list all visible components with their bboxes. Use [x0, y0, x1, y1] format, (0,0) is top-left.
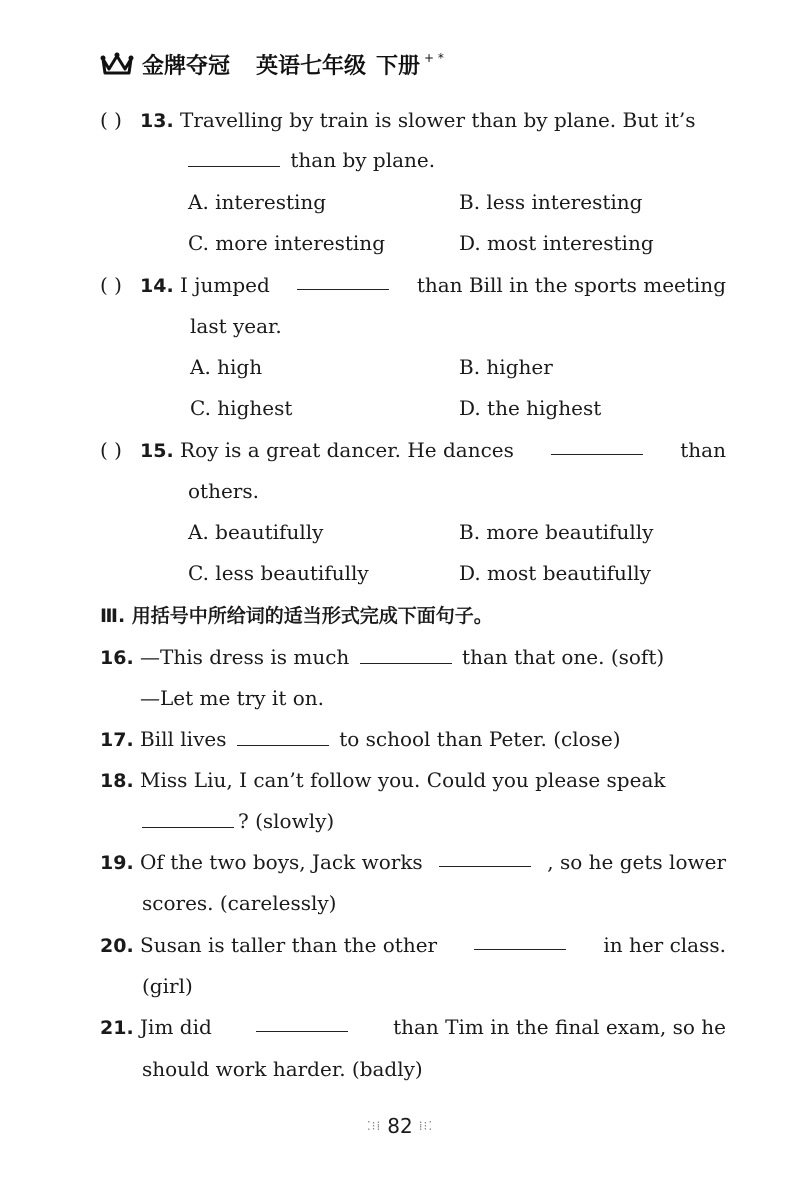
question-16-line2: —Let me try it on. — [140, 686, 324, 710]
decorative-dots-icon: ⁚⁝⁞ — [366, 1119, 382, 1133]
page-footer — [0, 1114, 800, 1138]
question-number: 13. — [140, 110, 174, 132]
option-c: C. more interesting — [188, 231, 385, 255]
question-number: 20. — [100, 935, 134, 957]
answer-paren-14[interactable]: ( ) — [100, 273, 122, 297]
answer-blank[interactable] — [297, 271, 389, 290]
option-b: B. higher — [459, 355, 553, 379]
option-b: B. less interesting — [459, 190, 643, 214]
answer-blank[interactable] — [474, 931, 566, 950]
option-c: C. less beautifully — [188, 561, 369, 585]
decorative-dots-icon: ⁞⁝⁚ — [418, 1119, 434, 1133]
answer-blank[interactable] — [188, 148, 280, 167]
question-19: 19. Of the two boys, Jack works , so he gets lower — [100, 850, 726, 874]
answer-blank[interactable] — [237, 727, 329, 746]
question-13-stem: 13. Travelling by train is slower than by plane. But it’s — [140, 108, 696, 132]
question-number: 17. — [100, 729, 134, 751]
option-a: A. high — [190, 355, 263, 379]
question-20: 20. Susan is taller than the other in her class. — [100, 933, 726, 957]
answer-blank[interactable] — [142, 809, 234, 828]
option-b: B. more beautifully — [459, 520, 654, 544]
question-number: 14. — [140, 275, 174, 297]
question-number: 21. — [100, 1017, 134, 1039]
section-heading: Ⅲ. 用括号中所给词的适当形式完成下面句子。 — [100, 605, 493, 627]
answer-blank[interactable] — [360, 645, 452, 664]
option-d: D. most beautifully — [459, 561, 651, 585]
question-21-line2: should work harder. (badly) — [142, 1057, 423, 1081]
sparkle-icon: + * — [424, 51, 444, 65]
question-13-stem-line2: than by plane. — [188, 146, 435, 174]
question-number: 18. — [100, 770, 134, 792]
option-d: D. most interesting — [459, 231, 654, 255]
question-17: 17. Bill lives to school than Peter. (close) — [100, 727, 621, 751]
option-c: C. highest — [190, 396, 293, 420]
page-number: 82 — [387, 1114, 413, 1138]
question-15-stem: 15. Roy is a great dancer. He dances than — [140, 438, 726, 462]
answer-blank[interactable] — [551, 436, 643, 455]
brand-title: 金牌夺冠 — [142, 53, 231, 79]
option-a: A. beautifully — [188, 520, 324, 544]
question-number: 19. — [100, 852, 134, 874]
volume-title: 下册 — [376, 53, 421, 79]
question-18-line2: ? (slowly) — [142, 807, 334, 835]
crown-icon — [100, 51, 134, 77]
subject-title: 英语七年级 — [256, 53, 367, 79]
question-15-stem-line2: others. — [188, 479, 259, 503]
question-number: 15. — [140, 440, 174, 462]
question-20-line2: (girl) — [142, 974, 193, 998]
answer-paren-15[interactable]: ( ) — [100, 438, 122, 462]
question-number: 16. — [100, 647, 134, 669]
question-19-line2: scores. (carelessly) — [142, 891, 337, 915]
option-d: D. the highest — [459, 396, 602, 420]
question-16: 16. —This dress is much than that one. (soft) — [100, 645, 665, 669]
answer-blank[interactable] — [439, 848, 531, 867]
question-18: 18. Miss Liu, I can’t follow you. Could you please speak — [100, 768, 666, 792]
answer-blank[interactable] — [256, 1013, 348, 1032]
question-14-stem: 14. I jumped than Bill in the sports meeting — [140, 273, 726, 297]
question-21: 21. Jim did than Tim in the final exam, so he — [100, 1015, 726, 1039]
page-header — [100, 44, 444, 84]
answer-paren-13[interactable]: ( ) — [100, 108, 122, 132]
question-14-stem-line2: last year. — [190, 314, 282, 338]
option-a: A. interesting — [188, 190, 327, 214]
